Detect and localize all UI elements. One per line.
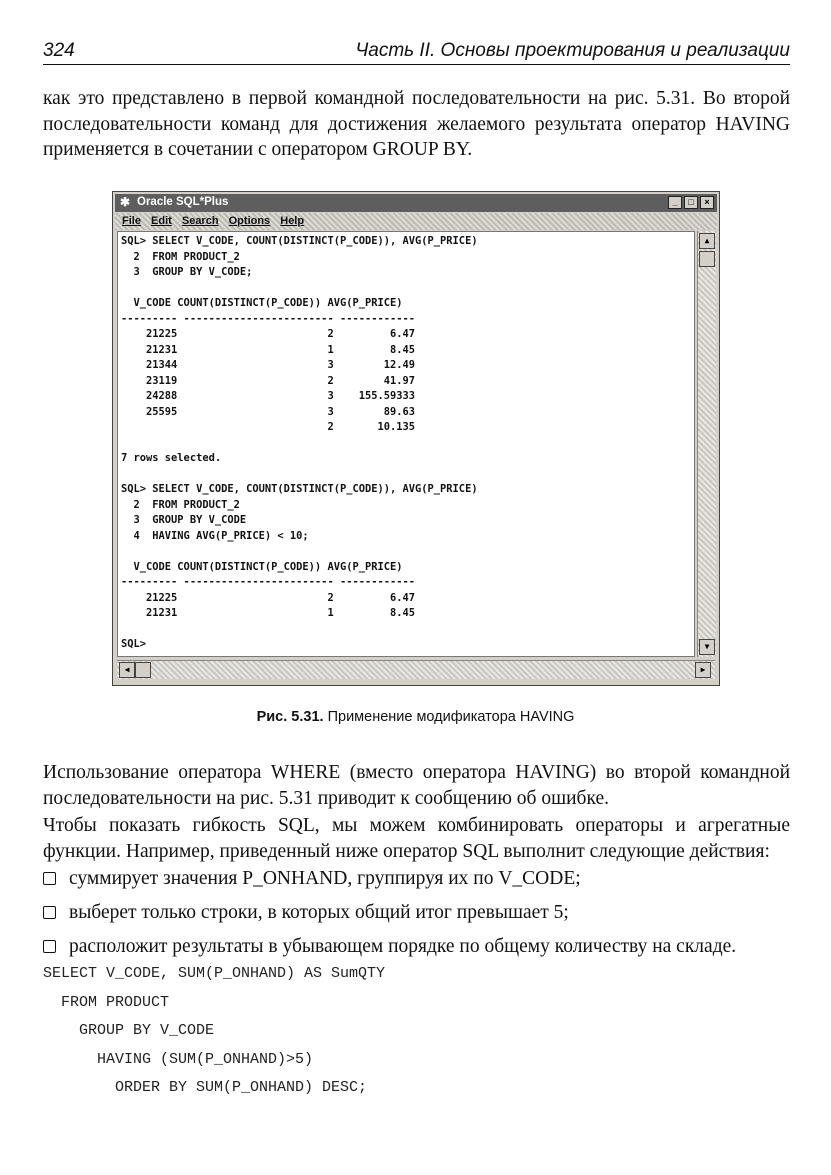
code-line: FROM PRODUCT	[43, 993, 170, 1011]
console-line: 21231 1 8.45	[121, 343, 416, 356]
list-item-text: расположит результаты в убывающем порядке по общему количеству на складе.	[69, 936, 737, 957]
console-line: 3 GROUP BY V_CODE;	[121, 266, 253, 278]
maximize-button[interactable]: □	[684, 196, 698, 209]
horizontal-scrollbar[interactable]	[117, 660, 715, 679]
console-line: 21344 3 12.49	[121, 359, 416, 371]
code-line: GROUP BY V_CODE	[43, 1022, 215, 1039]
oracle-app-icon: ✱	[120, 195, 131, 209]
console-line	[121, 281, 694, 297]
list-item	[43, 900, 803, 934]
checkbox-bullet-icon	[43, 872, 56, 885]
console-line: 4 HAVING AVG(P_PRICE) < 10;	[121, 529, 309, 542]
minimize-button[interactable]: _	[668, 196, 682, 209]
console-line: 2 FROM PRODUCT_2	[121, 250, 240, 263]
figure-caption	[0, 709, 831, 725]
list-item	[43, 866, 803, 900]
console-line: --------- ------------------------ ------------	[121, 312, 416, 325]
code-line: ORDER BY SUM(P_ONHAND) DESC;	[43, 1079, 368, 1096]
console-line: 21225 2 6.47	[121, 328, 416, 340]
console-line: 21225 2 6.47	[121, 591, 416, 604]
flexibility-paragraph: Чтобы показать гибкость SQL, мы можем комбинировать операторы и агрегатные функции. Например, приведенный ниже оператор SQL выполнит следующие действия:	[43, 815, 790, 862]
menu-file[interactable]: File	[122, 215, 141, 227]
scroll-thumb-horizontal[interactable]	[135, 662, 151, 678]
console-line: 3 GROUP BY V_CODE	[121, 514, 247, 526]
scroll-down-arrow-icon[interactable]: ▼	[699, 639, 715, 655]
console-output[interactable]	[117, 231, 695, 657]
vertical-scrollbar[interactable]	[697, 231, 716, 657]
window-controls	[666, 196, 714, 210]
console-line: 2 FROM PRODUCT_2	[121, 498, 240, 511]
code-line: SELECT V_CODE, SUM(P_ONHAND) AS SumQTY	[43, 965, 386, 982]
console-line	[121, 436, 694, 452]
running-title: Часть II. Основы проектирования и реализации	[355, 40, 790, 61]
menu-bar	[115, 213, 717, 230]
console-line: 23119 2 41.97	[121, 374, 416, 387]
sql-code-listing	[43, 960, 385, 1103]
console-text	[118, 232, 694, 653]
scroll-up-arrow-icon[interactable]: ▲	[699, 233, 715, 249]
where-note-paragraph: Использование оператора WHERE (вместо оператора HAVING) во второй командной последовательности на рис. 5.31 приводит к сообщению об ошибке.	[43, 762, 790, 809]
console-line: 2 10.135	[121, 421, 416, 433]
list-item-text: суммирует значения P_ONHAND, группируя их по V_CODE;	[69, 868, 581, 889]
window-titlebar	[115, 194, 717, 212]
window-title: Oracle SQL*Plus	[137, 196, 229, 208]
figure-caption-text: Применение модификатора HAVING	[327, 709, 575, 725]
menu-edit[interactable]: Edit	[151, 215, 172, 227]
menu-help[interactable]: Help	[280, 215, 305, 227]
console-line: SQL> SELECT V_CODE, COUNT(DISTINCT(P_CODE)), AVG(P_PRICE)	[121, 483, 478, 495]
page-header	[43, 38, 790, 65]
console-line: --------- ------------------------ ------------	[121, 576, 416, 588]
console-line: 21231 1 8.45	[121, 607, 416, 619]
console-line: 7 rows selected.	[121, 452, 222, 464]
sqlplus-window	[112, 191, 720, 686]
code-line: HAVING (SUM(P_ONHAND)>5)	[43, 1050, 314, 1068]
menu-options[interactable]: Options	[228, 215, 271, 227]
console-line: SQL>	[121, 638, 147, 650]
console-line: V_CODE COUNT(DISTINCT(P_CODE)) AVG(P_PRICE)	[121, 560, 403, 573]
figure-label: Рис. 5.31.	[256, 709, 324, 725]
console-line: 24288 3 155.59333	[121, 390, 416, 402]
close-button[interactable]: ×	[700, 196, 714, 209]
scroll-right-arrow-icon[interactable]: ▶	[695, 662, 711, 678]
menu-search[interactable]: Search	[181, 215, 219, 227]
console-line: SQL> SELECT V_CODE, COUNT(DISTINCT(P_CODE)), AVG(P_PRICE)	[121, 235, 478, 247]
intro-paragraph: как это представлено в первой командной последовательности на рис. 5.31. Во второй последовательности команд для достижения желаемого результата оператор HAVING применяется в сочетании с оператором GROUP BY.	[43, 88, 790, 160]
checkbox-bullet-icon	[43, 940, 56, 953]
console-line	[121, 544, 694, 560]
page-number: 324	[43, 40, 75, 61]
console-line: V_CODE COUNT(DISTINCT(P_CODE)) AVG(P_PRICE)	[121, 297, 403, 309]
list-item-text: выберет только строки, в которых общий итог превышает 5;	[69, 902, 569, 923]
scroll-left-arrow-icon[interactable]: ◀	[119, 662, 135, 678]
checkbox-bullet-icon	[43, 906, 56, 919]
console-line	[121, 622, 694, 638]
action-list	[43, 866, 803, 968]
console-line	[121, 467, 694, 483]
console-line: 25595 3 89.63	[121, 405, 416, 418]
scroll-thumb[interactable]	[699, 251, 715, 267]
